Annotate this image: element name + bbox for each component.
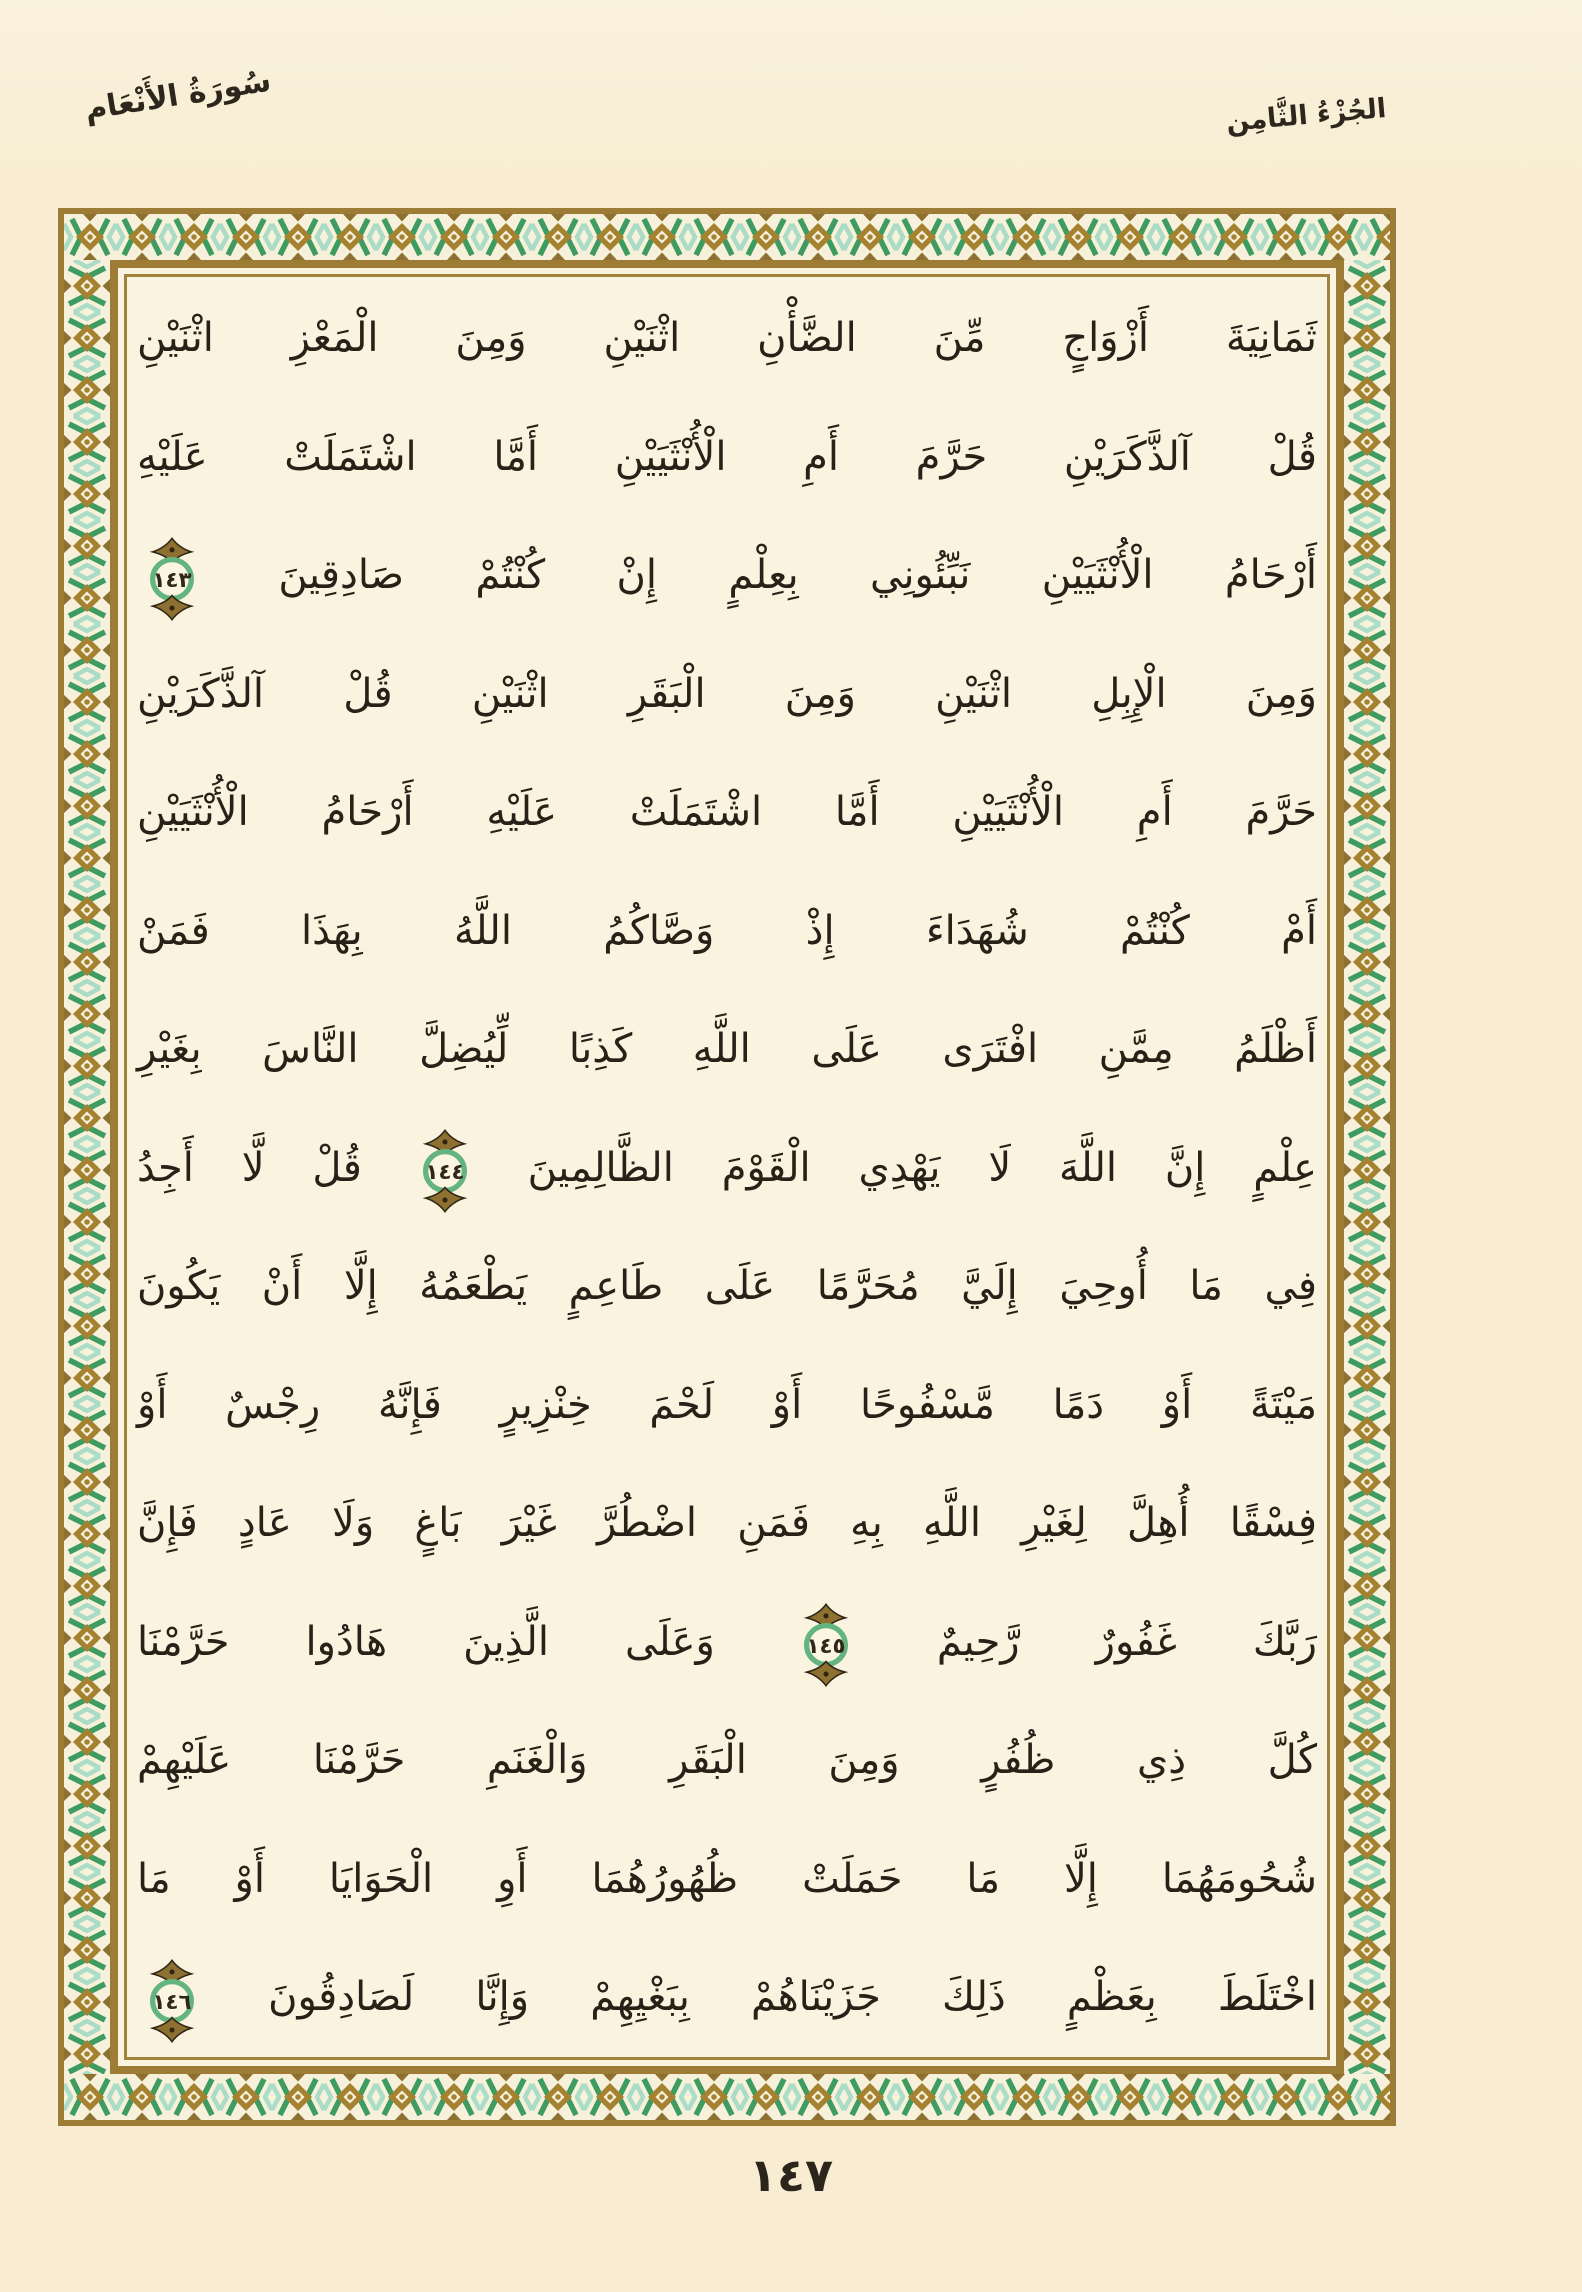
verse-text: اخْتَلَطَ بِعَظْمٍ ذَلِكَ جَزَيْنَاهُمْ بِبَغْيِهِمْ وَإِنَّا لَصَادِقُونَ bbox=[268, 1974, 1317, 2020]
verse-text: أَمْ كُنْتُمْ شُهَدَاءَ إِذْ وَصَّاكُمُ اللَّهُ بِهَذَا فَمَنْ bbox=[137, 907, 1317, 954]
page-number: ١٤٧ bbox=[748, 2148, 834, 2202]
verse-number: ١٤٦ bbox=[152, 1989, 192, 2015]
quran-line bbox=[129, 1227, 1325, 1346]
border-pattern-top bbox=[64, 214, 1390, 260]
quran-line bbox=[129, 1701, 1325, 1820]
quran-line bbox=[129, 516, 1325, 635]
border-pattern-right bbox=[1344, 260, 1390, 2074]
verse-number: ١٤٣ bbox=[152, 567, 192, 593]
verse-marker bbox=[141, 518, 203, 637]
border-pattern-left bbox=[64, 260, 110, 2074]
quran-line bbox=[129, 398, 1325, 517]
verse-text: وَعَلَى الَّذِينَ هَادُوا حَرَّمْنَا bbox=[137, 1618, 715, 1665]
verse-text: أَظْلَمُ مِمَّنِ افْتَرَى عَلَى اللَّهِ كَذِبًا لِّيُضِلَّ النَّاسَ بِغَيْرِ bbox=[137, 1026, 1317, 1072]
aya-medallion-icon bbox=[414, 1129, 476, 1213]
quran-line bbox=[129, 1464, 1325, 1583]
quran-line bbox=[129, 753, 1325, 872]
quran-line bbox=[129, 1583, 1325, 1702]
verse-marker bbox=[795, 1584, 857, 1703]
verse-text: مَيْتَةً أَوْ دَمًا مَّسْفُوحًا أَوْ لَحْمَ خِنْزِيرٍ فَإِنَّهُ رِجْسٌ أَوْ bbox=[137, 1381, 1317, 1428]
quran-text-panel bbox=[129, 279, 1325, 2055]
quran-line bbox=[129, 872, 1325, 991]
quran-line bbox=[129, 990, 1325, 1109]
verse-text: فِي مَا أُوحِيَ إِلَيَّ مُحَرَّمًا عَلَى طَاعِمٍ يَطْعَمُهُ إِلَّا أَنْ يَكُونَ bbox=[137, 1263, 1317, 1309]
quran-line bbox=[129, 635, 1325, 754]
verse-text: ثَمَانِيَةَ أَزْوَاجٍ مِّنَ الضَّأْنِ اثْنَيْنِ وَمِنَ الْمَعْزِ اثْنَيْنِ bbox=[137, 315, 1317, 361]
quran-line bbox=[129, 1346, 1325, 1465]
border-pattern-bottom bbox=[64, 2074, 1390, 2120]
aya-medallion-icon bbox=[141, 1959, 203, 2043]
verse-number: ١٤٥ bbox=[806, 1634, 846, 1659]
verse-text: عِلْمٍ إِنَّ اللَّهَ لَا يَهْدِي الْقَوْمَ الظَّالِمِينَ bbox=[527, 1144, 1318, 1191]
verse-marker bbox=[414, 1110, 476, 1229]
aya-medallion-icon bbox=[795, 1603, 857, 1687]
verse-number: ١٤٤ bbox=[425, 1160, 465, 1185]
verse-text: رَبَّكَ غَفُورٌ رَّحِيمٌ bbox=[936, 1618, 1317, 1665]
verse-text: فِسْقًا أُهِلَّ لِغَيْرِ اللَّهِ بِهِ فَمَنِ اضْطُرَّ غَيْرَ بَاغٍ وَلَا عَادٍ فَإِنَّ bbox=[137, 1500, 1317, 1546]
verse-marker bbox=[141, 1940, 203, 2059]
quran-line bbox=[129, 1109, 1325, 1228]
juz-title-header: الجُزْءُ الثَّامِن bbox=[1224, 93, 1388, 138]
verse-text: قُلْ آلذَّكَرَيْنِ حَرَّمَ أَمِ الْأُنْثَيَيْنِ أَمَّا اشْتَمَلَتْ عَلَيْهِ bbox=[137, 433, 1317, 480]
verse-text: قُلْ لَّا أَجِدُ bbox=[137, 1144, 362, 1191]
quran-line bbox=[129, 1938, 1325, 2057]
surah-title-header: سُورَةُ الأَنْعَام bbox=[82, 63, 274, 128]
verse-text: وَمِنَ الْإِبِلِ اثْنَيْنِ وَمِنَ الْبَقَرِ اثْنَيْنِ قُلْ آلذَّكَرَيْنِ bbox=[137, 670, 1317, 717]
ornamental-frame bbox=[58, 208, 1396, 2126]
verse-text: شُحُومَهُمَا إِلَّا مَا حَمَلَتْ ظُهُورُهُمَا أَوِ الْحَوَايَا أَوْ مَا bbox=[137, 1855, 1317, 1902]
quran-line bbox=[129, 1820, 1325, 1939]
aya-medallion-icon bbox=[141, 537, 203, 621]
verse-text: أَرْحَامُ الْأُنْثَيَيْنِ نَبِّئُونِي بِعِلْمٍ إِنْ كُنْتُمْ صَادِقِينَ bbox=[278, 552, 1318, 598]
verse-text: كُلَّ ذِي ظُفُرٍ وَمِنَ الْبَقَرِ وَالْغَنَمِ حَرَّمْنَا عَلَيْهِمْ bbox=[137, 1737, 1317, 1783]
quran-line bbox=[129, 279, 1325, 398]
verse-text: حَرَّمَ أَمِ الْأُنْثَيَيْنِ أَمَّا اشْتَمَلَتْ عَلَيْهِ أَرْحَامُ الْأُنْثَيَيْنِ bbox=[137, 789, 1317, 835]
